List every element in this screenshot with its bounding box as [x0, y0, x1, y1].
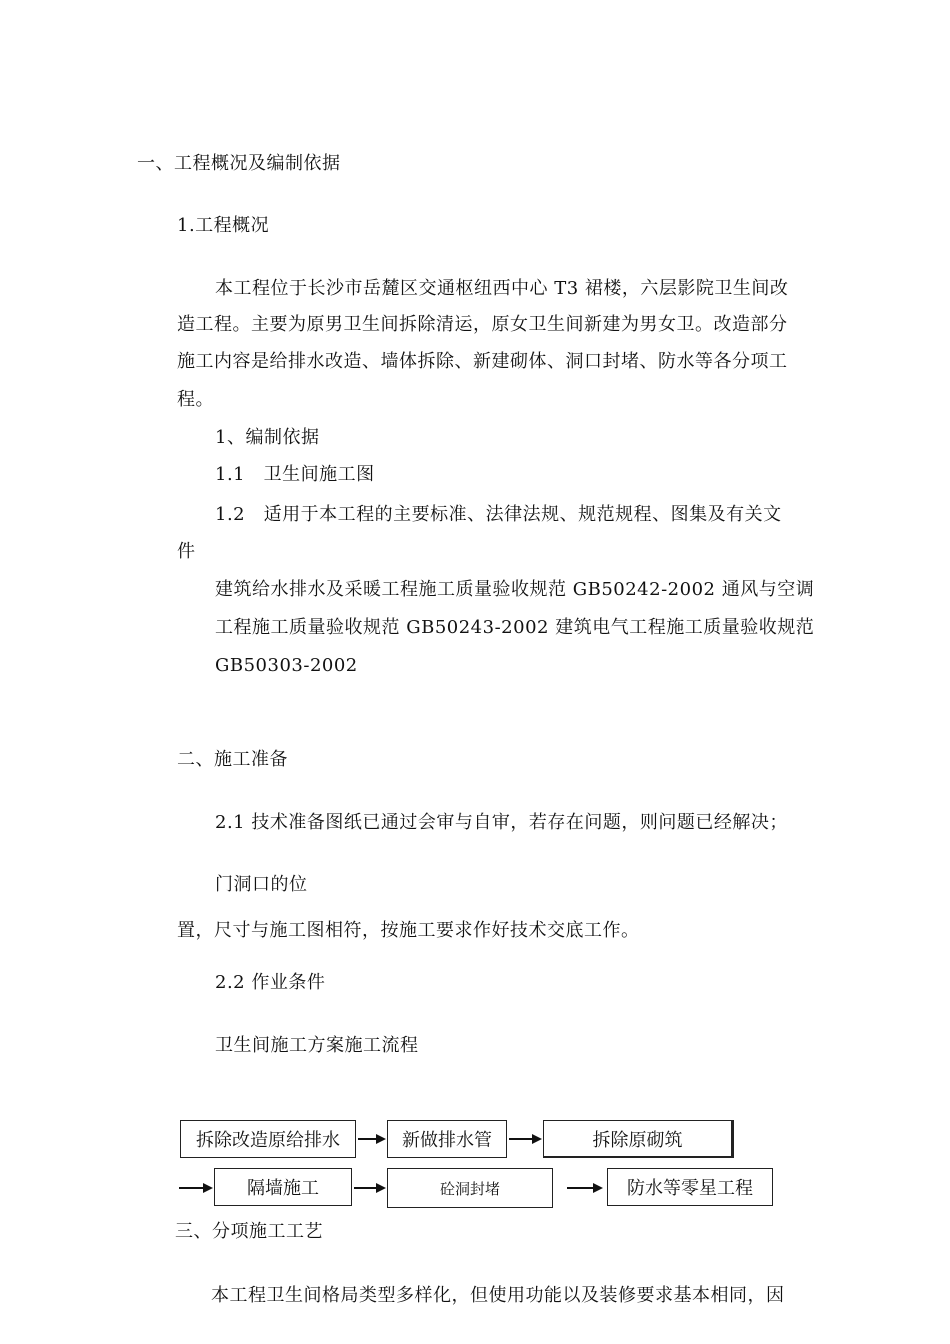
section-heading-3: 三、分项施工工艺 [175, 1221, 323, 1242]
overview-line: 本工程位于长沙市岳麓区交通枢纽西中心 T3 裙楼，六层影院卫生间改 [215, 278, 789, 299]
standards-line: GB50303-2002 [215, 655, 358, 676]
tech-preparation: 2.1 技术准备图纸已通过会审与自审，若存在问题，则问题已经解决； [215, 812, 788, 833]
overview-line: 施工内容是给排水改造、墙体拆除、新建砌体、洞口封堵、防水等各分项工 [177, 351, 788, 372]
basis-item-1-1: 1.1 卫生间施工图 [215, 464, 375, 485]
work-conditions: 2.2 作业条件 [215, 972, 326, 993]
overview-line: 程。 [177, 389, 214, 410]
section-heading-1: 一、工程概况及编制依据 [137, 153, 341, 174]
flow-step-new-drain: 新做排水管 [387, 1120, 507, 1158]
arrow-icon [357, 1130, 387, 1148]
standards-line: 工程施工质量验收规范 GB50243-2002 建筑电气工程施工质量验收规范 [215, 617, 815, 638]
flow-step-waterproofing: 防水等零星工程 [607, 1168, 773, 1206]
sub-heading-project-overview: 1.工程概况 [177, 215, 270, 236]
flow-step-remove-masonry: 拆除原砌筑 [543, 1120, 734, 1158]
arrow-icon [353, 1179, 387, 1197]
flow-step-partition: 隔墙施工 [214, 1168, 352, 1206]
overview-line: 造工程。主要为原男卫生间拆除清运，原女卫生间新建为男女卫。改造部分 [177, 314, 788, 335]
arrow-icon [178, 1179, 214, 1197]
basis-item-1-2: 1.2 适用于本工程的主要标准、法律法规、规范规程、图集及有关文 [215, 504, 782, 525]
position-text: 置，尺寸与施工图相符，按施工要求作好技术交底工作。 [177, 920, 640, 941]
section-heading-2: 二、施工准备 [177, 749, 288, 770]
flow-title: 卫生间施工方案施工流程 [215, 1035, 419, 1056]
basis-item-1-2-cont: 件 [177, 541, 196, 562]
arrow-icon [566, 1179, 604, 1197]
flow-step-remove-water: 拆除改造原给排水 [180, 1120, 356, 1158]
arrow-icon [508, 1130, 543, 1148]
flow-step-seal-holes: 砼洞封堵 [387, 1168, 553, 1208]
process-paragraph: 本工程卫生间格局类型多样化，但使用功能以及装修要求基本相同，因 [211, 1285, 785, 1306]
basis-heading: 1、编制依据 [215, 427, 320, 448]
standards-line: 建筑给水排水及采暖工程施工质量验收规范 GB50242-2002 通风与空调 [215, 579, 815, 600]
door-opening-text: 门洞口的位 [215, 874, 308, 895]
